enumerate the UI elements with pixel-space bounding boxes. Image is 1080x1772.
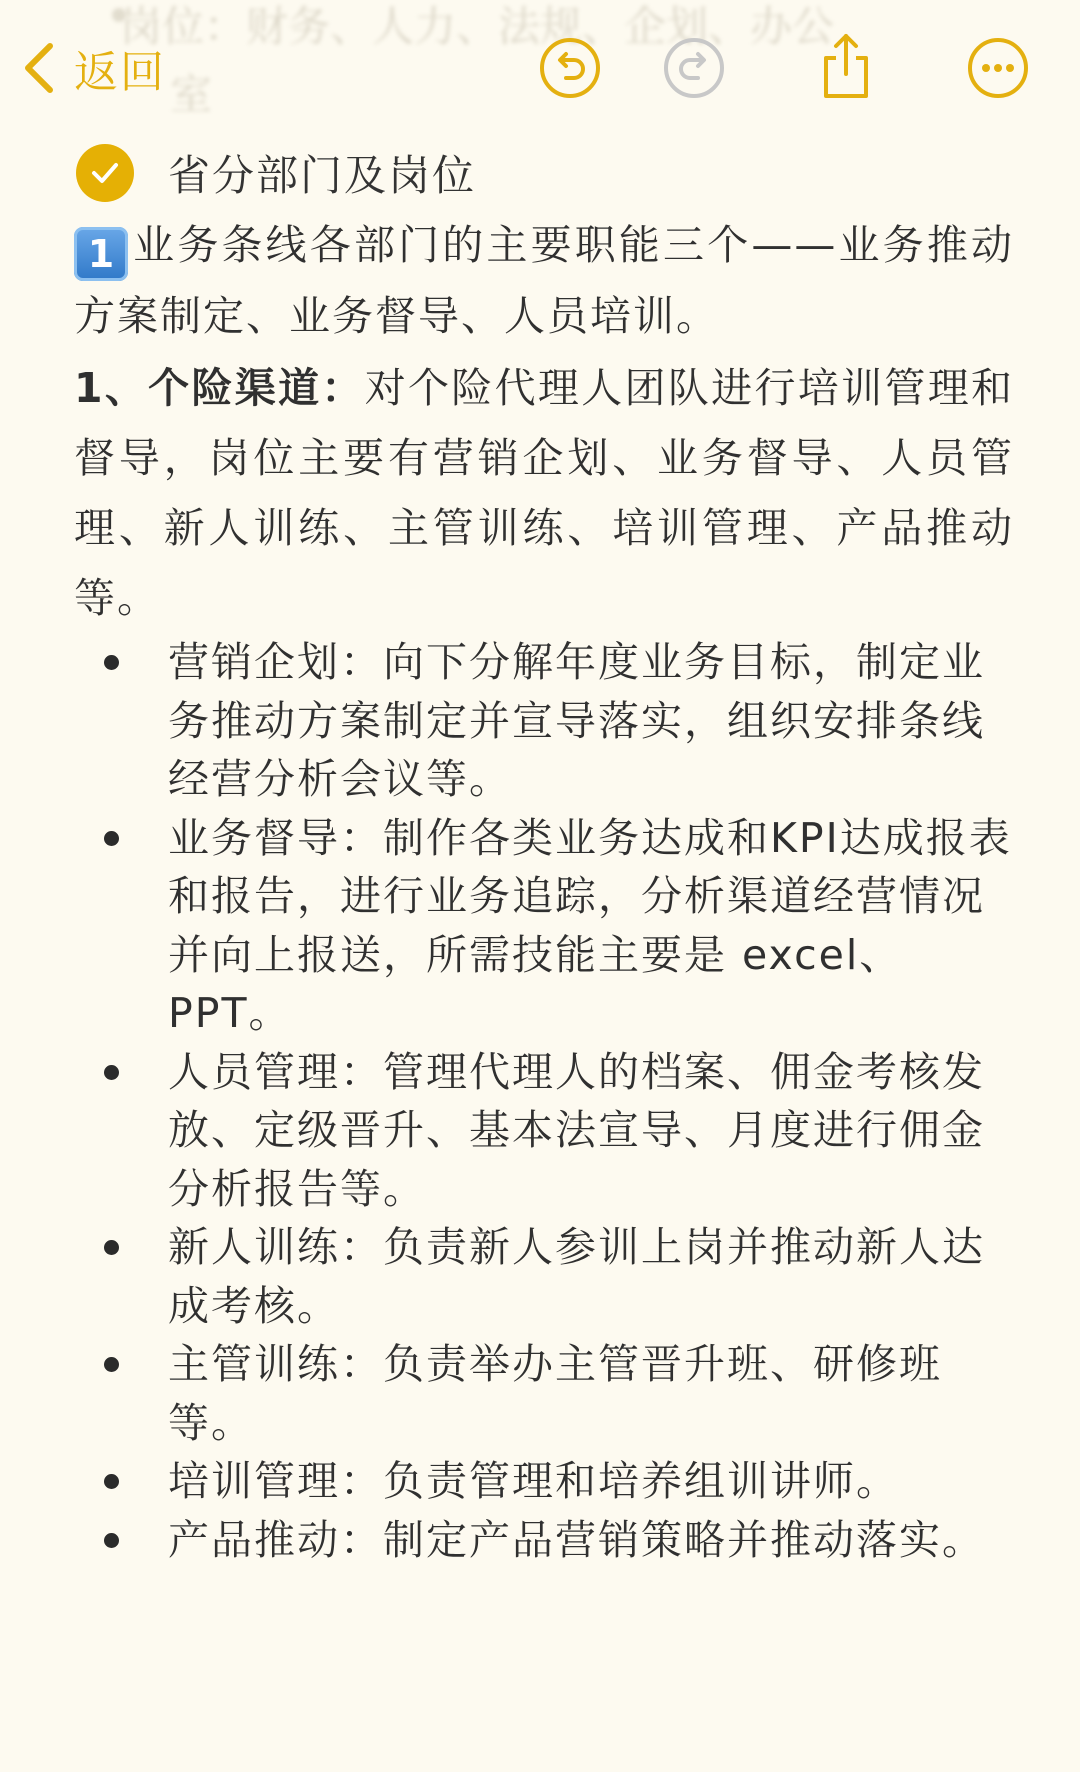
- list-item-text: 培训管理：负责管理和培养组训讲师。: [168, 1457, 899, 1505]
- bullet-dot: [104, 1533, 119, 1548]
- list-item-text: 产品推动：制定产品营销策略并推动落实。: [168, 1515, 985, 1564]
- list-item: [74, 1511, 1014, 1570]
- ghost-text-line: 岗位：财务、人力、法规、企划、办公: [120, 2, 835, 51]
- list-item-text: 营销企划：向下分解年度业务目标，制定业务推动方案制定并宣导落实，组织安排条线经营分析会议等。: [168, 638, 985, 803]
- undo-button[interactable]: [538, 36, 602, 100]
- more-icon: [966, 36, 1030, 100]
- list-item: [74, 1043, 1014, 1219]
- chevron-left-icon: [22, 41, 56, 95]
- redo-icon: [662, 36, 726, 100]
- checkmark-icon[interactable]: [76, 144, 134, 202]
- list-item: [74, 809, 1014, 1043]
- undo-icon: [538, 36, 602, 100]
- bullet-dot: [104, 1065, 119, 1080]
- checklist-item-text: 省分部门及岗位: [168, 151, 477, 200]
- list-item-text: 人员管理：管理代理人的档案、佣金考核发放、定级晋升、基本法宣导、月度进行佣金分析报告等。: [168, 1047, 985, 1213]
- bullet-dot: [104, 831, 119, 846]
- list-item: [74, 633, 1014, 809]
- list-item-text: 新人训练：负责新人参训上岗并推动新人达成考核。: [168, 1223, 985, 1330]
- bullet-dot: [104, 1357, 119, 1372]
- keycap-one-icon: 1: [74, 227, 128, 281]
- intro-text: 业务条线各部门的主要职能三个——业务推动方案制定、业务督导、人员培训。: [74, 221, 1014, 340]
- back-label: 返回: [74, 47, 166, 98]
- bullet-dot: [104, 1474, 119, 1489]
- list-item: [74, 1452, 1014, 1511]
- list-item: [74, 1335, 1014, 1452]
- note-body[interactable]: [74, 136, 1014, 1569]
- list-item-text: 主管训练：负责举办主管晋升班、研修班等。: [168, 1340, 942, 1447]
- more-button[interactable]: [966, 36, 1030, 100]
- share-icon: [816, 30, 880, 102]
- redo-button[interactable]: [662, 36, 726, 100]
- section-paragraph: [74, 353, 1014, 633]
- checklist-item: [76, 136, 1014, 210]
- bullet-list: [74, 633, 1014, 1569]
- share-button[interactable]: [816, 30, 880, 94]
- ghost-text-line: 室: [170, 70, 213, 119]
- section-text: 对个险代理人团队进行培训管理和督导，岗位主要有营销企划、业务督导、人员管理、新人训练、主管训练、培训管理、产品推动等。: [74, 364, 1014, 622]
- intro-paragraph: [74, 210, 1014, 351]
- navigation-bar: [0, 0, 1080, 140]
- bullet-dot: [104, 655, 119, 670]
- section-label: 1、个险渠道：: [74, 364, 365, 412]
- back-button[interactable]: [22, 36, 166, 100]
- list-item: [74, 1218, 1014, 1335]
- list-item-text: 业务督导：制作各类业务达成和KPI达成报表和报告，进行业务追踪，分析渠道经营情况并向上报送，所需技能主要是 excel、PPT。: [168, 813, 1012, 1037]
- bullet-dot: [104, 1240, 119, 1255]
